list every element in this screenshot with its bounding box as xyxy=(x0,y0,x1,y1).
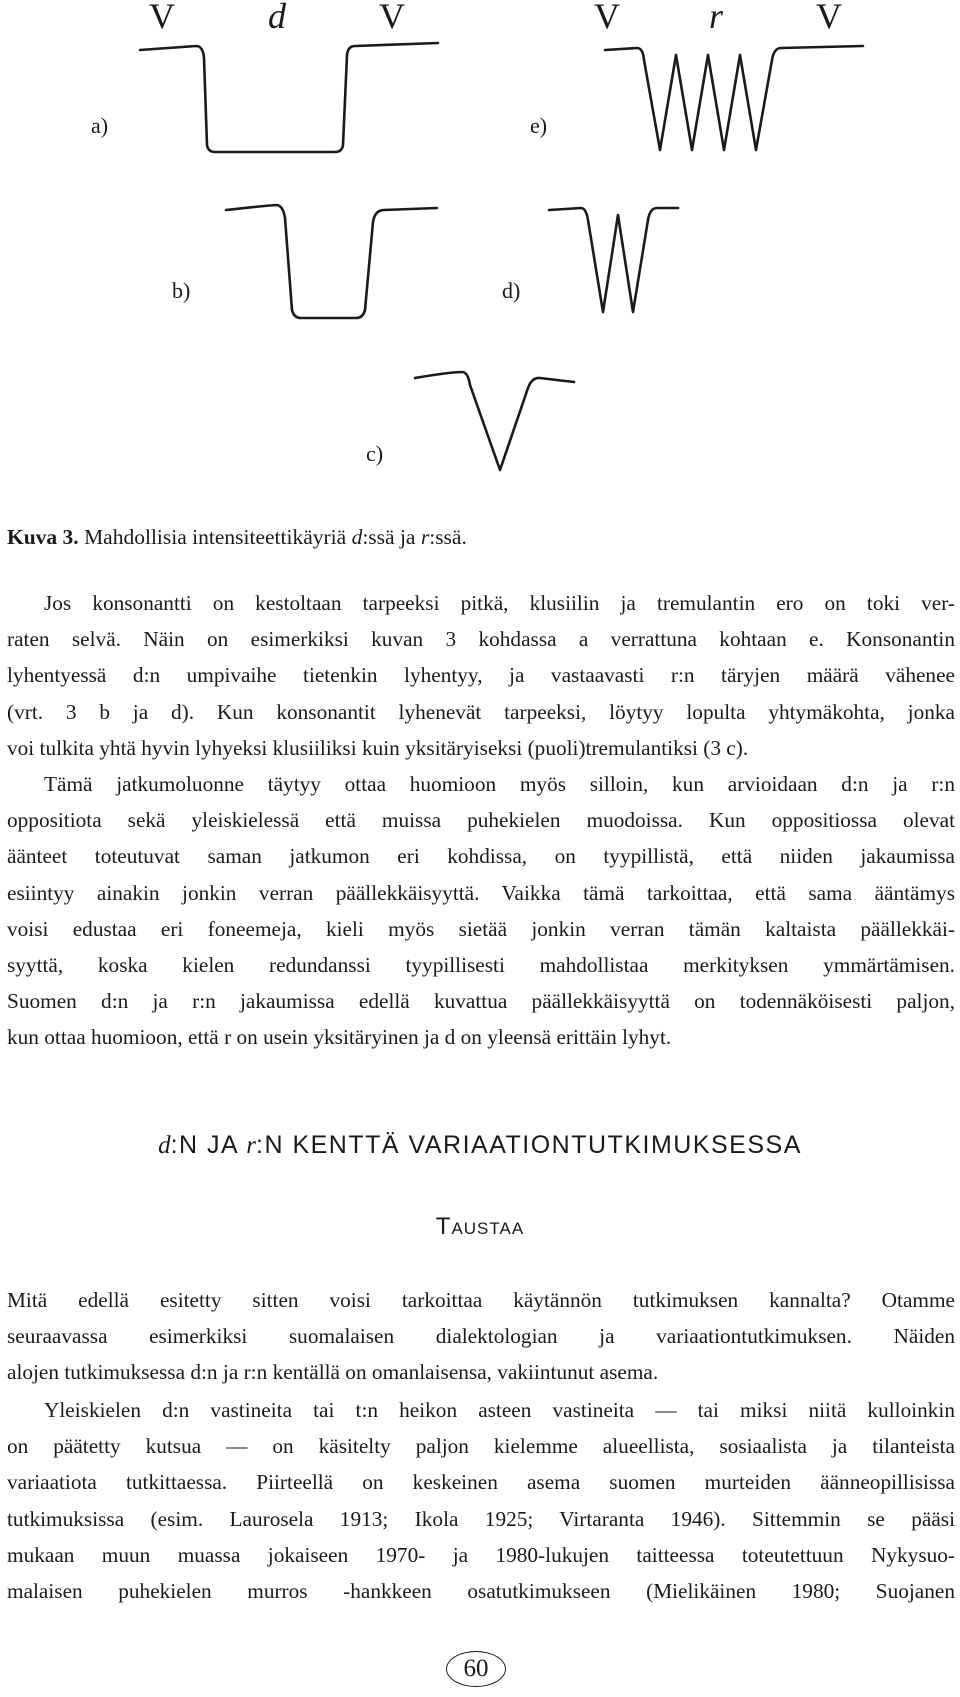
p3-line: malaisen puhekielen murros -hankkeen osatutkimukseen (Mielikäinen 1980; Suojanen xyxy=(7,1579,955,1604)
p1-line: voisi edustaa eri foneemeja, kieli myös sietää jonkin verran tämän kaltaista päällekkäi- xyxy=(7,916,955,941)
p1-line: äänteet toteutuvat saman jatkumon eri kohdissa, on tyypillistä, että niiden jakaumissa xyxy=(7,844,955,869)
intensity-curves-figure xyxy=(0,0,960,510)
caption-text-3: :ssä. xyxy=(429,525,467,549)
p3-line: on päätetty kutsua — on käsitelty paljon kielemme alueellista, sosiaalista ja tilanteista xyxy=(7,1434,955,1459)
p2-line: Mitä edellä esitetty sitten voisi tarkoittaa käytännön tutkimuksen kannalta? Otamme xyxy=(7,1288,955,1312)
p1-line: raten selvä. Näin on esimerkiksi kuvan 3 kohdassa a verrattuna kohtaan e. Konsonantin xyxy=(7,627,955,652)
panel-label-c: c) xyxy=(366,441,384,466)
p1-line: voi tulkita yhtä hyvin lyhyeksi klusiiliksi kuin yksitäryiseksi (puoli)tremulantiksi (3 c). xyxy=(7,735,749,760)
caption-text-2: :ssä ja xyxy=(362,525,421,549)
segment-label-r: r xyxy=(708,0,724,36)
p3-line: tutkimuksissa (esim. Laurosela 1913; Ikola 1925; Virtaranta 1946). Sittemmin se pääsi xyxy=(7,1506,955,1531)
curve-a xyxy=(140,43,438,152)
caption-label: Kuva 3. xyxy=(7,525,79,549)
p2-line: seuraavassa esimerkiksi suomalaisen dialektologian ja variaationtutkimuksen. Näiden xyxy=(7,1324,955,1349)
p3-line: mukaan muun muassa jokaiseen 1970- ja 1980-lukujen taitteessa toteutettuun Nykysuo- xyxy=(7,1542,955,1567)
curve-d xyxy=(549,208,678,312)
body-paragraph-3 xyxy=(7,1392,955,1609)
body-paragraph-2 xyxy=(7,1282,955,1391)
panel-label-e: e) xyxy=(530,113,548,138)
segment-label-v3: V xyxy=(594,0,620,36)
segment-label-v2: V xyxy=(379,0,405,36)
p1-line: oppositiota sekä yleiskielessä että muissa puhekielen muodoissa. Kun oppositiossa olevat xyxy=(7,808,955,833)
panel-label-d: d) xyxy=(502,278,521,303)
panel-label-a: a) xyxy=(91,113,109,138)
p1-line: Suomen d:n ja r:n jakaumissa edellä kuvattua päällekkäisyyttä on todennäköisesti paljon, xyxy=(7,989,955,1014)
p1-line: Tämä jatkumoluonne täytyy ottaa huomioon myös silloin, kun arvioidaan d:n ja r:n xyxy=(44,772,955,797)
segment-label-d: d xyxy=(268,0,286,36)
heading-mid: :N JA xyxy=(170,1131,247,1159)
p1-line: (vrt. 3 b ja d). Kun konsonantit lyhenevät tarpeeksi, löytyy lopulta yhtymäkohta, jonka xyxy=(7,699,955,724)
caption-r: r xyxy=(420,525,430,549)
p1-line: syyttä, koska kielen redundanssi tyypillisesti mahdollistaa merkityksen ymmärtämisen. xyxy=(7,953,955,978)
heading-rest: :N KENTTÄ VARIAATIONTUTKIMUKSESSA xyxy=(256,1131,802,1159)
p1-line: Jos konsonantti on kestoltaan tarpeeksi pitkä, klusiilin ja tremulantin ero on toki ver- xyxy=(44,591,955,615)
caption-text-1: Mahdollisia intensiteettikäyriä xyxy=(78,525,352,549)
p2-line: alojen tutkimuksessa d:n ja r:n kentällä on omanlaisensa, vakiintunut asema. xyxy=(7,1360,659,1385)
page-number: 60 xyxy=(446,1651,506,1687)
p3-line: Yleiskielen d:n vastineita tai t:n heikon asteen vastineita — tai miksi niitä kulloinkin xyxy=(44,1398,955,1422)
body-paragraph-1 xyxy=(7,585,955,1056)
p3-line: variaatiota tutkittaessa. Piirteellä on keskeinen asema suomen murteiden äänneopillisissa xyxy=(7,1470,955,1495)
figure-caption xyxy=(7,522,957,552)
curve-c xyxy=(415,372,574,470)
p1-line: kun ottaa huomioon, että r on usein yksitäryinen ja d on yleensä erittäin lyhyt. xyxy=(7,1025,672,1050)
heading-d: d xyxy=(158,1132,171,1159)
heading-r: r xyxy=(246,1132,257,1159)
segment-label-v4: V xyxy=(816,0,842,36)
panel-label-b: b) xyxy=(172,278,191,303)
p1-line: esiintyy ainakin jonkin verran päällekkäisyyttä. Vaikka tämä tarkoittaa, että sama ääntämys xyxy=(7,880,955,905)
caption-d: d xyxy=(351,525,363,549)
curve-b xyxy=(226,205,437,318)
subsection-heading: Taustaa xyxy=(435,1213,525,1240)
segment-label-v1: V xyxy=(149,0,175,36)
p1-line: lyhentyessä d:n umpivaihe tietenkin lyhentyy, ja vastaavasti r:n täryjen määrä vähenee xyxy=(7,663,955,688)
curve-e xyxy=(605,46,863,150)
section-heading xyxy=(0,1131,960,1160)
